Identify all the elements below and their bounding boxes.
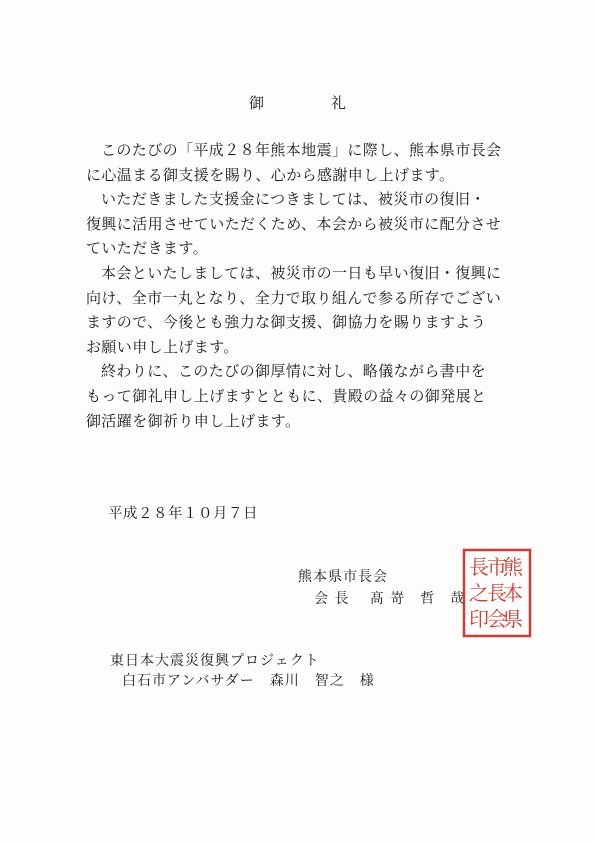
svg-text:之: 之 <box>469 581 489 605</box>
svg-text:市: 市 <box>487 555 507 579</box>
svg-text:会: 会 <box>487 607 507 631</box>
svg-text:県: 県 <box>503 607 523 631</box>
official-seal-stamp <box>462 548 532 638</box>
svg-text:印: 印 <box>469 607 489 631</box>
letter-date: 平成２８年１０月７日 <box>108 506 258 522</box>
letter-title: 御 礼 <box>248 94 372 112</box>
svg-text:熊: 熊 <box>503 555 523 579</box>
sender-organization: 熊本県市長会 <box>298 569 388 585</box>
recipient-name: 白石市アンバサダー 森川 智之 様 <box>122 673 375 689</box>
paragraph-1: このたびの「平成２８年熊本地震」に際し、熊本県市長会 に心温まる御支援を賜り、心から感謝申し上げます。 <box>86 141 502 184</box>
letter-body <box>86 138 526 433</box>
svg-text:長: 長 <box>469 555 489 579</box>
svg-text:長: 長 <box>487 581 507 605</box>
paragraph-3: 本会といたしましては、被災市の一日も早い復旧・復興に 向け、全市一丸となり、全力で取り組んで参る所存でござい ますので、今後とも強力な御支援、御協力を賜りますよう お願い申し上げます。 <box>86 263 502 356</box>
paragraph-4: 終わりに、このたびの御厚情に対し、略儀ながら書中を もって御礼申し上げますとともに、貴殿の益々の御発展と 御活躍を御祈り申し上げます。 <box>86 362 487 430</box>
recipient-organization: 東日本大震災復興プロジェクト <box>110 653 320 669</box>
paragraph-2: いただきました支援金につきましては、被災市の復旧・ 復興に活用させていただくため、本会から被災市に配分させ ていただきます。 <box>86 190 502 258</box>
sender-signer: 会 長 髙 嵜 哲 哉 <box>314 591 466 607</box>
svg-text:本: 本 <box>503 581 523 605</box>
